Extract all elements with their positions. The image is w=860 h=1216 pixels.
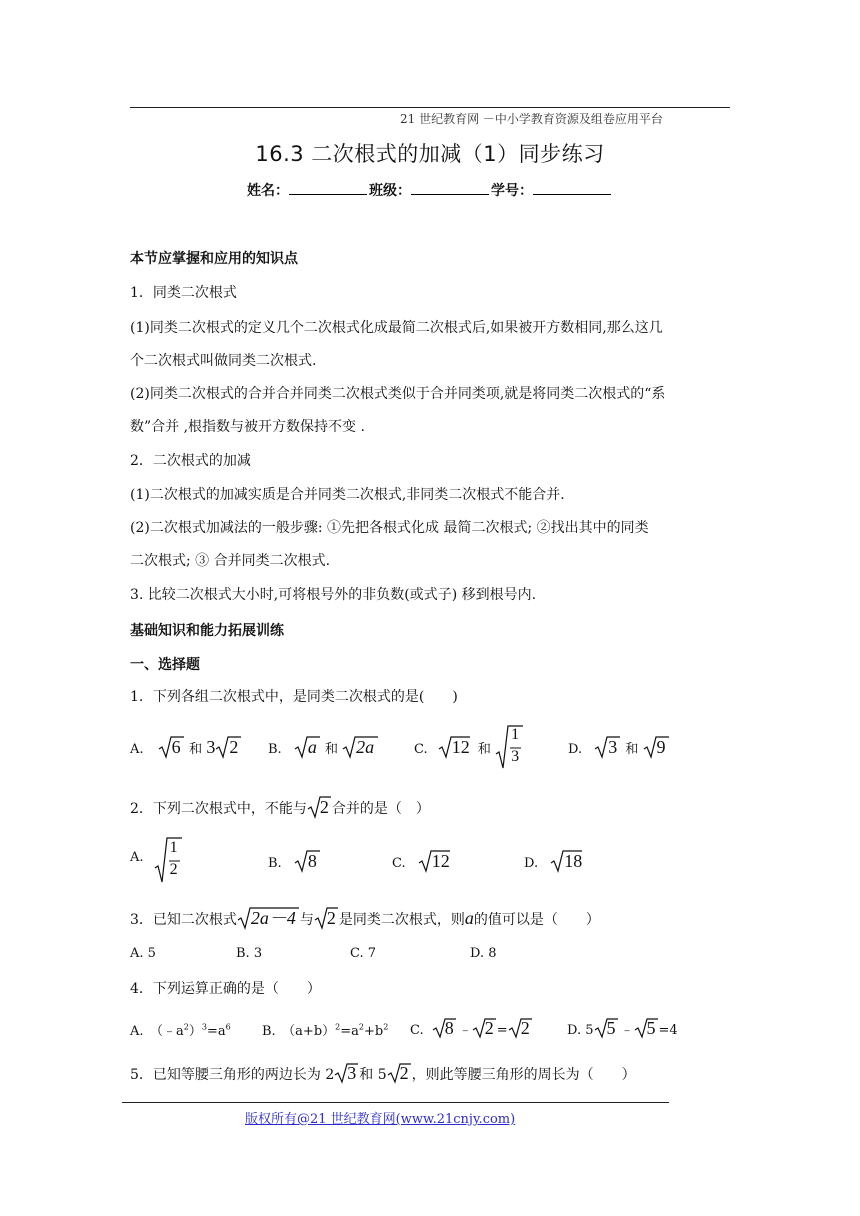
sqrt-2a-minus-4: 2a－4 <box>237 908 344 928</box>
sqrt-6: 6 <box>158 737 198 757</box>
sqrt-one-half: 1 2 <box>154 836 182 884</box>
three-sqrt-2: 3 2 <box>206 737 250 757</box>
question-5-stem: 5．已知等腰三角形的两边长为 2 3 和 5 2 ，则此等腰三角形的周长为（ ） <box>130 1063 636 1083</box>
sqrt-2: 2 <box>314 908 347 928</box>
q4-option-b[interactable]: B. $(a+b)^2=a^2+b^2$ <box>262 1022 389 1039</box>
knowledge-point-1: 1．同类二次根式 <box>130 285 237 301</box>
knowledge-point-2: 2．二次根式的加减 <box>130 453 251 469</box>
knowledge-text: 个二次根式叫做同类二次根式. <box>130 353 317 369</box>
knowledge-text: (1)二次根式的加减实质是合并同类二次根式,非同类二次根式不能合并. <box>130 487 565 503</box>
q4-option-a[interactable]: A. $(﹣a^2)^3=a^6$ <box>130 1022 231 1039</box>
sqrt-2a: 2a <box>342 737 396 757</box>
sqrt-a: a <box>294 737 329 757</box>
question-4-stem: 4．下列运算正确的是（ ） <box>130 981 321 997</box>
sqrt-12: 12 <box>418 851 468 871</box>
q3-option-a[interactable]: A. 5 <box>130 946 156 961</box>
q3-option-d[interactable]: D. 8 <box>470 946 497 961</box>
section-heading-knowledge: 本节应掌握和应用的知识点 <box>130 251 298 267</box>
class-label: 班级： <box>369 183 411 199</box>
sqrt-2: 2 <box>472 1018 505 1038</box>
name-label: 姓名： <box>247 183 289 199</box>
knowledge-text: (1)同类二次根式的定义几个二次根式化成最简二次根式后,如果被开方数相同,那么这几 <box>130 320 663 336</box>
id-label: 学号： <box>491 183 533 199</box>
question-1-stem: 1．下列各组二次根式中，是同类二次根式的是( ) <box>130 689 458 705</box>
student-info <box>247 180 613 200</box>
question-2-stem: 2．下列二次根式中，不能与 2 合并的是（ ） <box>130 797 430 817</box>
sqrt-3: 3 <box>334 1063 367 1083</box>
q3-option-b[interactable]: B. 3 <box>236 946 263 961</box>
sqrt-9: 9 <box>643 737 678 757</box>
knowledge-text: (2)二次根式加减法的一般步骤: ①先把各根式化成 最简二次根式; ②找出其中的同类 <box>130 520 649 536</box>
class-blank[interactable] <box>411 182 489 195</box>
sqrt-one-third: 1 3 <box>495 724 523 770</box>
name-blank[interactable] <box>289 182 367 195</box>
knowledge-text: (2)同类二次根式的合并合并同类二次根式类似于合并同类项,就是将同类二次根式的“系 <box>130 386 666 402</box>
sqrt-8: 8 <box>432 1018 465 1038</box>
q2-option-d[interactable]: D. 18 <box>524 849 600 873</box>
header-rule <box>130 107 730 108</box>
sqrt-18: 18 <box>550 851 600 871</box>
knowledge-text: 二次根式; ③ 合并同类二次根式. <box>130 553 331 569</box>
q4-option-c[interactable]: C. 8 ﹣ 2 = 2 <box>410 1017 541 1039</box>
sqrt-2: 2 <box>387 1063 420 1083</box>
footer-copyright-link[interactable]: 版权所有@21 世纪教育网(www.21cnjy.com) <box>245 1112 516 1127</box>
q2-option-b[interactable]: B. 8 <box>268 849 329 873</box>
q1-option-a[interactable]: A. 6 和 3 2 <box>130 735 250 759</box>
sqrt-8: 8 <box>294 851 329 871</box>
q4-option-d[interactable]: D. 5 5 ﹣ 5 =4 <box>567 1018 678 1038</box>
id-blank[interactable] <box>533 182 611 195</box>
sqrt-5: 5 <box>594 1018 627 1038</box>
knowledge-text: 数”合并 ,根指数与被开方数保持不变 . <box>130 419 365 435</box>
q2-option-a[interactable]: A. 1 2 <box>130 836 182 884</box>
section-heading-training: 基础知识和能力拓展训练 <box>130 623 284 639</box>
q1-option-b[interactable]: B. a 和 2a <box>268 735 396 759</box>
sqrt-2: 2 <box>307 797 340 817</box>
page-title: 16.3 二次根式的加减（1）同步练习 <box>255 142 605 166</box>
q1-option-c[interactable]: C. 12 和 1 3 <box>414 724 523 770</box>
q2-option-c[interactable]: C. 12 <box>392 849 468 873</box>
knowledge-point-3: 3. 比较二次根式大小时,可将根号外的非负数(或式子) 移到根号内. <box>130 587 537 603</box>
footer-rule <box>122 1102 669 1103</box>
sqrt-3: 3 <box>594 737 629 757</box>
site-header: 21 世纪教育网 －中小学教育资源及组卷应用平台 <box>400 112 663 126</box>
q1-option-d[interactable]: D. 3 和 9 <box>568 735 678 759</box>
sqrt-12: 12 <box>438 737 488 757</box>
sqrt-5: 5 <box>634 1018 667 1038</box>
q3-option-c[interactable]: C. 7 <box>350 946 377 961</box>
question-3-stem: 3．已知二次根式 2a－4 与 2 是同类二次根式，则a的值可以是（ ） <box>130 908 600 928</box>
sqrt-2: 2 <box>508 1018 541 1038</box>
subsection-choice: 一、选择题 <box>130 657 200 673</box>
